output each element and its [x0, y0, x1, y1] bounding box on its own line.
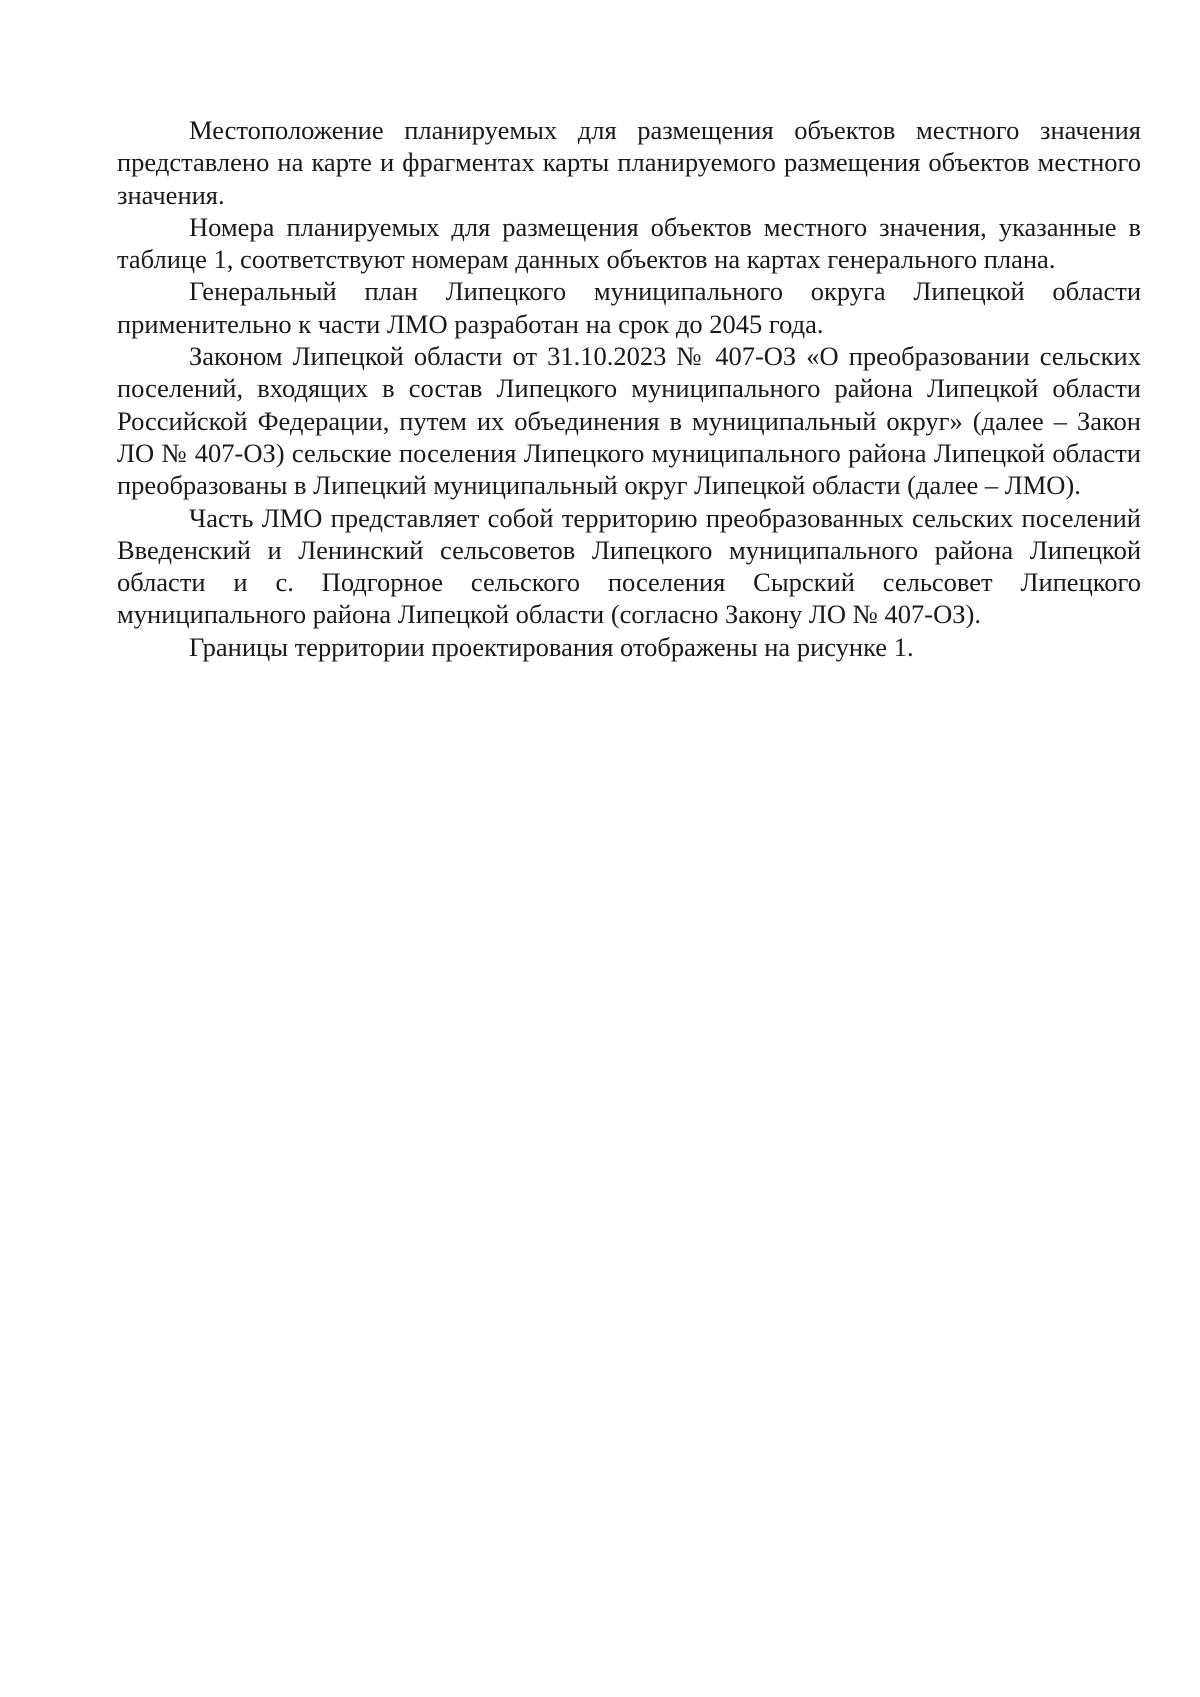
document-body — [117, 114, 1141, 663]
paragraph-2: Номера планируемых для размещения объектов местного значения, указанные в таблице 1, соответствуют номерам данных объектов на картах генерального плана. — [117, 211, 1141, 275]
paragraph-3: Генеральный план Липецкого муниципального округа Липецкой области применительно к части ЛМО разработан на срок до 2045 года. — [117, 276, 1141, 339]
paragraph-6: Границы территории проектирования отображены на рисунке 1. — [189, 631, 914, 662]
paragraph-1: Местоположение планируемых для размещения объектов местного значения представлено на карте и фрагментах карты планируемого размещения объектов местного значения. — [117, 115, 1141, 210]
paragraph-4: Законом Липецкой области от 31.10.2023 № 407-ОЗ «О преобразовании сельских поселений, входящих в состав Липецкого муниципального района Липецкой области Российской Федерации, путем их объединения в муниципальный округ» (далее – Закон ЛО № 407-ОЗ) сельские поселения Липецкого муниципального района Липецкой области преобразованы в Липецкий муниципальный округ Липецкой области (далее – ЛМО). — [117, 341, 1141, 501]
paragraph-5: Часть ЛМО представляет собой территорию преобразованных сельских поселений Введенский и Ленинский сельсоветов Липецкого муниципального района Липецкой области и с. Подгорное сельского поселения Сырский сельсовет Липецкого муниципального района Липецкой области (согласно Закону ЛО № 407-ОЗ). — [117, 502, 1141, 630]
